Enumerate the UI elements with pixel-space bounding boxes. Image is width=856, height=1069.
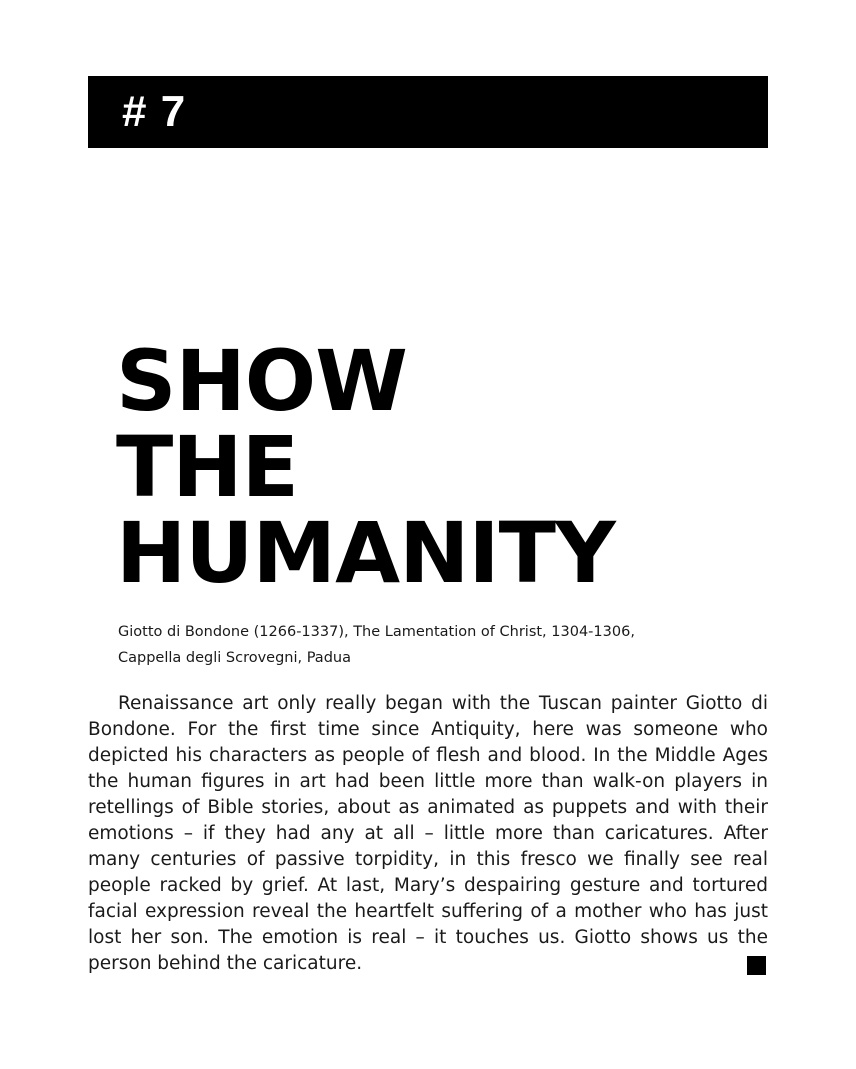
caption-line-1: Giotto di Bondone (1266-1337), The Lamentation of Christ, 1304-1306, — [118, 624, 635, 640]
body-paragraph: Renaissance art only really began with the Tuscan painter Giotto di Bondone. For the first time since Antiquity, here was someone who depicted his characters as people of flesh and blood. In the Middle Ages the human figures in art had been little more than walk-on players in retellings of Bible stories, about as animated as puppets and with their emotions – if they had any at all – little more than caricatures. After many centuries of passive torpidity, in this fresco we finally see real people racked by grief. At last, Mary’s despairing gesture and tortured facial expression reveal the heartfelt suffering of a mother who has just lost her son. The emotion is real – it touches us. Giotto shows us the person behind the caricature. — [88, 693, 768, 974]
artwork-caption — [118, 619, 758, 671]
end-of-text-marker — [747, 956, 766, 975]
headline-line-2: THE — [116, 418, 298, 516]
caption-line-2: Cappella degli Scrovegni, Padua — [118, 650, 351, 666]
headline-line-3: HUMANITY — [116, 504, 615, 602]
section-number-banner — [88, 76, 768, 148]
headline-line-1: SHOW — [116, 332, 407, 430]
section-number: # 7 — [122, 87, 187, 136]
chapter-headline — [116, 332, 615, 602]
